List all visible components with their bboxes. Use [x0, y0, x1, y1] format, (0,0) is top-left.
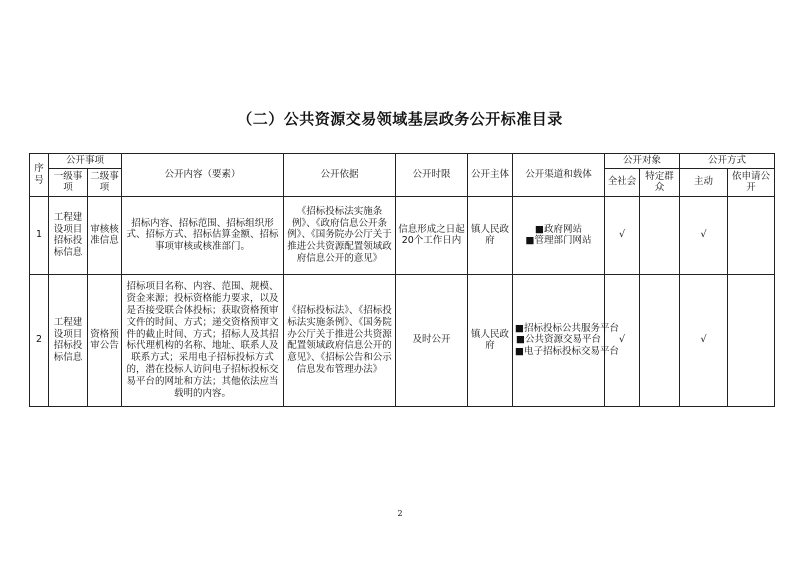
header-method-request: 依申请公开: [728, 168, 775, 196]
page-number: 2: [397, 509, 403, 518]
row-subject: 镇人民政府: [468, 196, 513, 274]
table-row: [30, 274, 775, 406]
row-content: 招标项目名称、内容、范围、规模、资金来源；投标资格能力要求，以及是否接受联合体投标；获取资格预审文件的时间、方式；递交资格预审文件的截止时间、方式；招标人及其招标代理机构的名称、地址、联系人及联系方式；采用电子招标投标方式的，潜在投标人访问电子招标投标交易平台的网址和方法；其他依法应当载明的内容。: [122, 274, 284, 406]
header-method-group: 公开方式: [680, 154, 775, 169]
header-method-active: 主动: [680, 168, 728, 196]
row-seq: 2: [30, 274, 49, 406]
header-target-specific: 特定群众: [640, 168, 680, 196]
page-title: （二）公共资源交易领域基层政务公开标准目录: [237, 110, 563, 128]
header-subject: 公开主体: [468, 154, 513, 197]
channel-item: ■政府网站: [535, 223, 582, 235]
row-time-limit: 信息形成之日起20个工作日内: [396, 196, 468, 274]
header-time-limit: 公开时限: [396, 154, 468, 197]
channel-item: ■管理部门网站: [525, 235, 592, 247]
row-basis: 《招标投标法实施条例》、《政府信息公开条例》、《国务院办公厅关于推进公共资源配置领域政府信息公开的意见》: [284, 196, 396, 274]
row-basis: 《招标投标法》、《招标投标法实施条例》、《国务院办公厅关于推进公共资源配置领域政府信息公开的意见》、《招标公告和公示信息发布管理办法》: [284, 274, 396, 406]
channel-item: ■公共资源交易平台: [516, 334, 601, 346]
row-method-active: √: [680, 274, 728, 406]
row-method-request: [728, 196, 775, 274]
row-method-request: [728, 274, 775, 406]
header-level1: 一级事项: [49, 168, 88, 196]
header-content: 公开内容（要素）: [122, 154, 284, 197]
row-level1: 工程建设项目招标投标信息: [49, 196, 88, 274]
row-target-all: √: [605, 274, 640, 406]
table-row: [30, 196, 775, 274]
row-time-limit: 及时公开: [396, 274, 468, 406]
catalog-table: [29, 153, 775, 407]
row-subject: 镇人民政府: [468, 274, 513, 406]
row-target-all: √: [605, 196, 640, 274]
row-level1: 工程建设项目招标投标信息: [49, 274, 88, 406]
row-channel: [513, 196, 605, 274]
row-method-active: √: [680, 196, 728, 274]
header-items-group: 公开事项: [49, 154, 122, 169]
header-row-1: [30, 154, 775, 169]
header-level2: 二级事项: [88, 168, 122, 196]
header-channel: 公开渠道和载体: [513, 154, 605, 197]
row-channel: [513, 274, 619, 406]
channel-item: ■电子招标投标交易平台: [515, 346, 619, 358]
row-seq: 1: [30, 196, 49, 274]
row-content: 招标内容、招标范围、招标组织形式、招标方式、招标估算金额、招标事项审核或核准部门。: [122, 196, 284, 274]
row-level2: 资格预审公告: [88, 274, 122, 406]
row-target-specific: [640, 274, 680, 406]
header-basis: 公开依据: [284, 154, 396, 197]
row-target-specific: [640, 196, 680, 274]
row-level2: 审核核准信息: [88, 196, 122, 274]
header-seq: 序号: [30, 154, 49, 197]
channel-item: ■招标投标公共服务平台: [515, 322, 619, 334]
header-target-group: 公开对象: [605, 154, 680, 169]
header-target-all: 全社会: [605, 168, 640, 196]
